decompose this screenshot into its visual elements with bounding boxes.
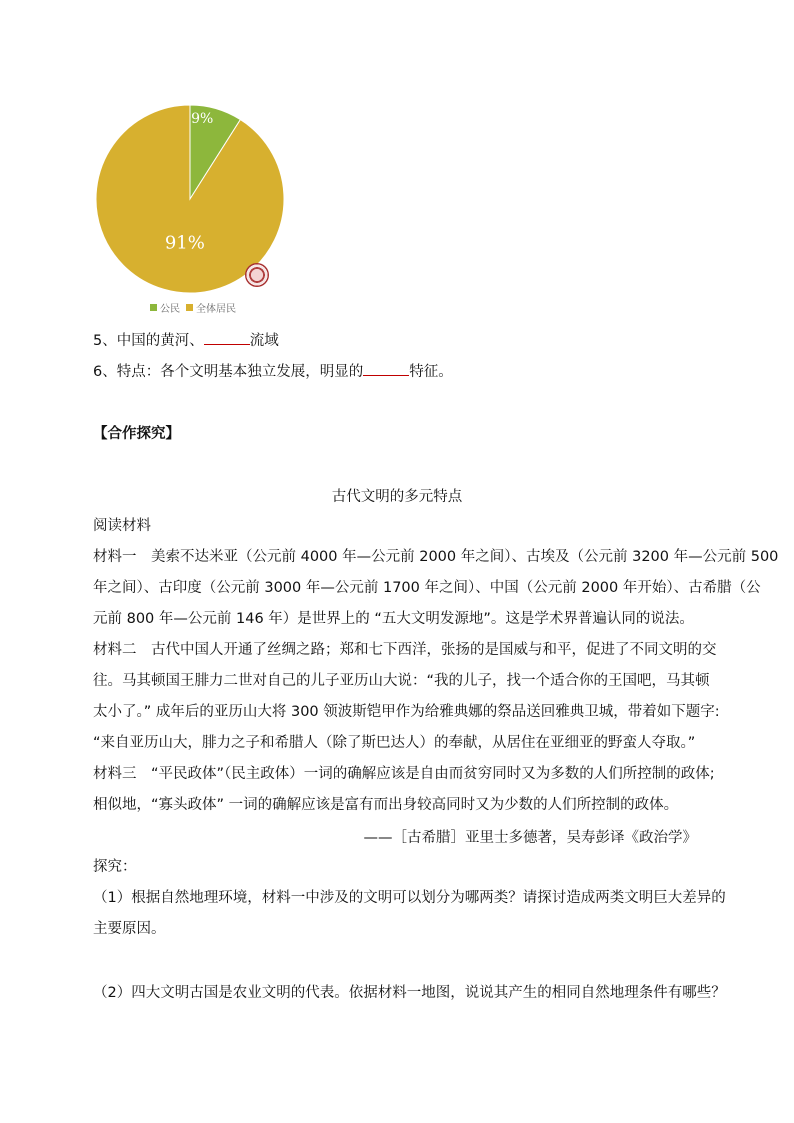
explore-question-2: （2）四大文明古国是农业文明的代表。依据材料一地图，说说其产生的相同自然地理条件有哪些？ [93, 985, 726, 1001]
question-5 [93, 330, 279, 351]
material-2-line-2: 往。马其顿国王腓力二世对自己的儿子亚历山大说：“我的儿子，找一个适合你的王国吧，马其顿 [93, 673, 710, 689]
seal-stamp [245, 263, 269, 287]
material-3-line-2: 相似地，“寡头政体” 一词的确解应该是富有而出身较高同时又为少数的人们所控制的政体。 [93, 797, 679, 813]
pie-label-0: 9% [191, 111, 214, 128]
question-6 [93, 361, 453, 382]
legend-swatch-citizen [150, 304, 157, 311]
section-heading: 【合作探究】 [93, 426, 180, 442]
explore-question-1-line-2: 主要原因。 [93, 921, 166, 937]
legend-item-residents [186, 300, 236, 315]
material-3-line-1: 材料三 “平民政体”（民主政体）一词的确解应该是自由而贫穷同时又为多数的人们所控制的政体; [93, 766, 715, 782]
material-1-line-2: 年之间）、古印度（公元前 3000 年—公元前 1700 年之间）、中国（公元前 2000 年开始）、古希腊（公 [93, 580, 761, 596]
question-5-blank[interactable] [204, 330, 250, 345]
page-title: 古代文明的多元特点 [331, 489, 463, 505]
legend-item-citizen [150, 300, 180, 315]
material-1-line-1: 材料一 美索不达米亚（公元前 4000 年—公元前 2000 年之间）、古埃及（公元前 3200 年—公元前 500 [93, 549, 779, 565]
material-3-source: ——［古希腊］亚里士多德著，吴寿彭译《政治学》 [363, 830, 697, 846]
question-5-suffix: 流域 [249, 333, 279, 349]
read-material-label: 阅读材料 [93, 518, 151, 534]
legend-swatch-residents [186, 304, 193, 311]
question-6-blank[interactable] [363, 361, 409, 376]
legend-label-residents: 全体居民 [196, 304, 236, 315]
material-2-line-3: 太小了。” 成年后的亚历山大将 300 领波斯铠甲作为给雅典娜的祭品送回雅典卫城，带着如下题字: [93, 704, 720, 720]
pie-label-1: 91% [164, 232, 205, 254]
material-1-line-3: 元前 800 年—公元前 146 年）是世界上的 “五大文明发源地”。这是学术界普遍认同的说法。 [93, 611, 694, 627]
question-5-prefix: 5、中国的黄河、 [93, 333, 204, 349]
explore-question-1-line-1: （1）根据自然地理环境，材料一中涉及的文明可以划分为哪两类？请探讨造成两类文明巨大差异的 [93, 890, 726, 906]
material-2-line-1: 材料二 古代中国人开通了丝绸之路；郑和七下西洋，张扬的是国威与和平，促进了不同文明的交 [93, 642, 717, 658]
question-6-prefix: 6、特点：各个文明基本独立发展，明显的 [93, 364, 364, 380]
legend-label-citizen: 公民 [160, 304, 180, 315]
question-6-suffix: 特征。 [409, 364, 453, 380]
material-2-line-4: “来自亚历山大，腓力之子和希腊人（除了斯巴达人）的奉献，从居住在亚细亚的野蛮人夺取。” [93, 735, 696, 751]
explore-label: 探究： [93, 859, 137, 875]
chart-legend [150, 300, 242, 315]
